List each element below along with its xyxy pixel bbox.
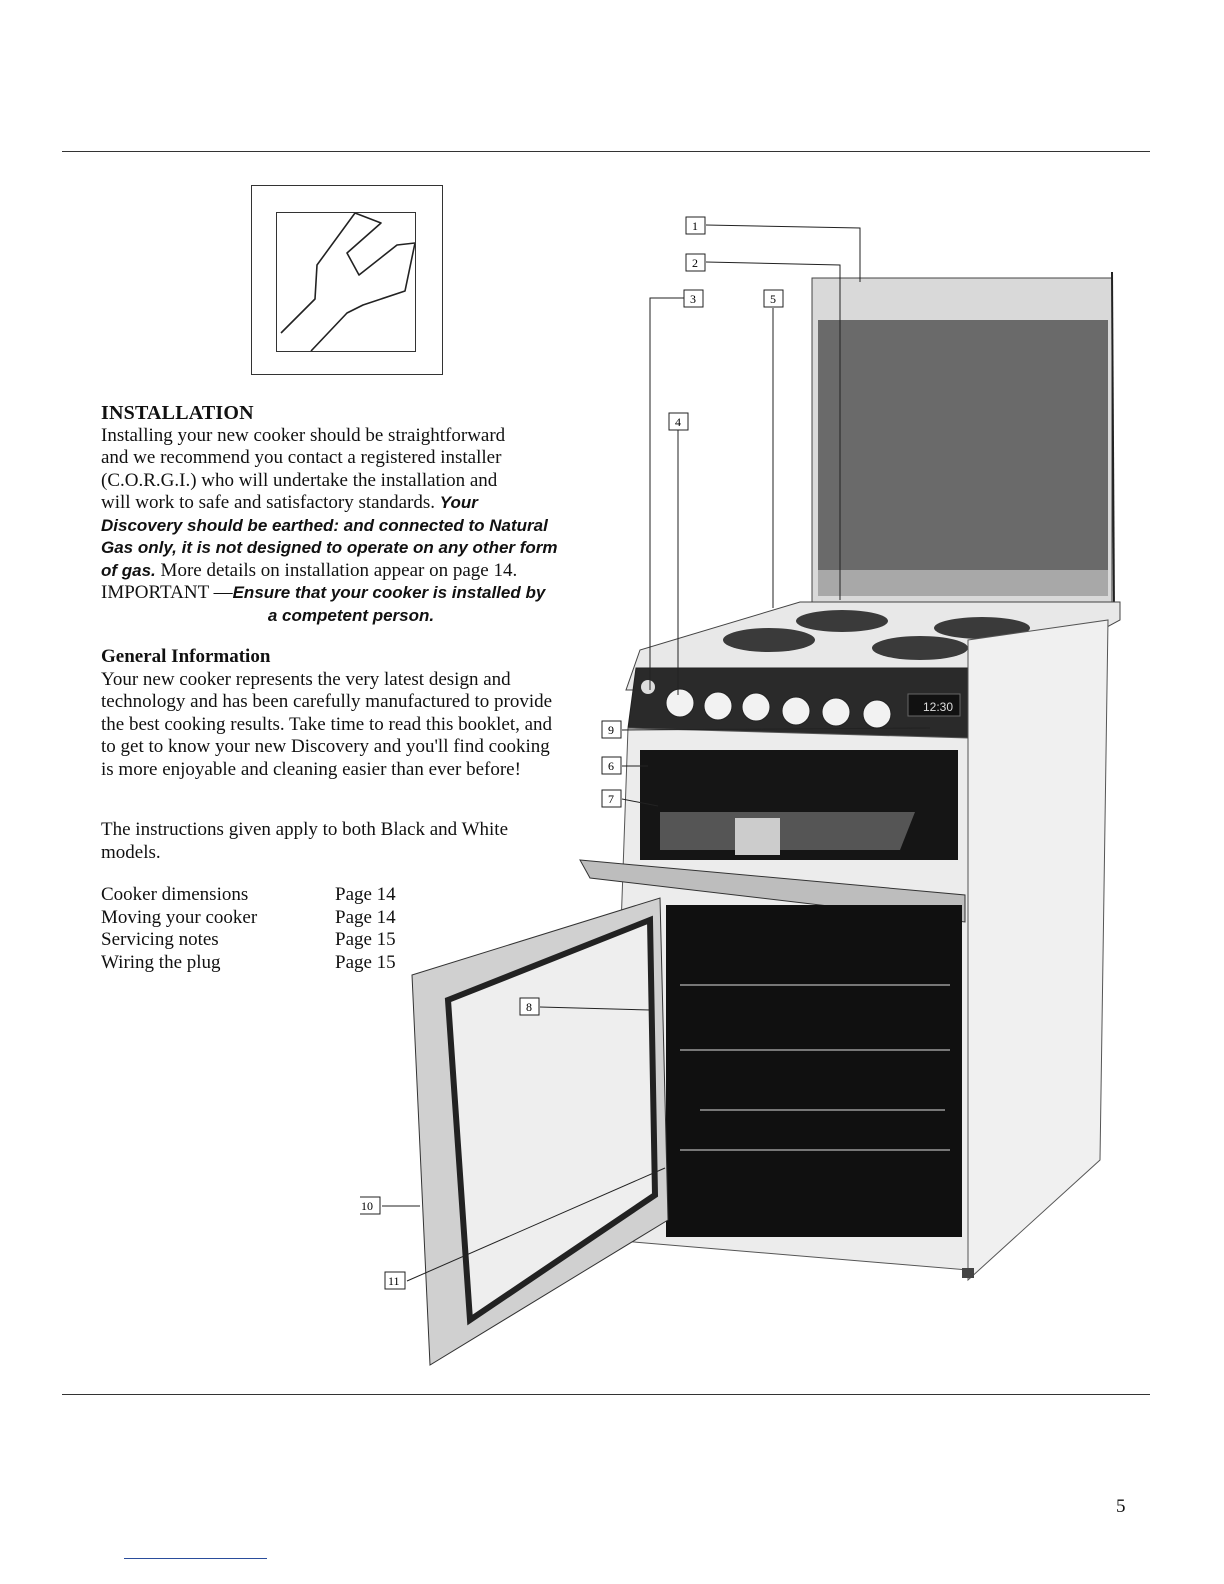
callout-7: [602, 790, 621, 807]
installation-italic-3: Gas only, it is not designed to operate on any other form: [101, 538, 558, 557]
models-line-2: models.: [101, 841, 161, 863]
important-text-1: Ensure that your cooker is installed by: [232, 583, 546, 602]
callout-8: [520, 998, 539, 1015]
callout-4: [669, 413, 688, 430]
installation-line-2: and we recommend you contact a registered installer: [101, 447, 502, 468]
callout-10: [360, 1197, 380, 1214]
general-line-2: technology and has been carefully manufactured to provide: [101, 691, 553, 712]
general-line-3: the best cooking results. Take time to read this booklet, and: [101, 713, 553, 735]
toc-page: Page 15: [335, 929, 396, 950]
callout-6: [602, 757, 621, 774]
toc-title: Cooker dimensions: [101, 884, 249, 905]
callout-3: [684, 290, 703, 307]
callout-5-label: 5: [770, 292, 776, 306]
clock-display: 12:30: [923, 700, 954, 714]
toc-page: Page 14: [335, 884, 396, 905]
general-line-5: is more enjoyable and cleaning easier than ever before!: [101, 758, 521, 780]
toc-page: Page 15: [335, 951, 396, 973]
page-number: 5: [1116, 1496, 1126, 1517]
callout-2-label: 2: [692, 256, 698, 270]
general-heading: General Information: [101, 646, 271, 667]
callout-9-label: 9: [608, 723, 614, 737]
callout-10-label: 10: [361, 1199, 373, 1213]
callout-5: [764, 290, 783, 307]
toc-title: Moving your cooker: [101, 906, 258, 928]
callout-9: [602, 721, 621, 738]
installation-italic-1: Your: [439, 493, 478, 512]
callout-7-label: 7: [608, 792, 614, 806]
general-line-4: to get to know your new Discovery and you'll find cooking: [101, 736, 550, 757]
oven-door: [412, 898, 668, 1365]
callout-4-label: 4: [675, 415, 681, 429]
top-rule: [62, 151, 1150, 152]
installation-heading: INSTALLATION: [101, 402, 254, 424]
installation-line-3: (C.O.R.G.I.) who will undertake the installation and: [101, 469, 498, 491]
callout-8-label: 8: [526, 1000, 532, 1014]
models-line-1: The instructions given apply to both Black and White: [101, 819, 509, 840]
callout-11-label: 11: [388, 1274, 400, 1288]
footer-line: [124, 1558, 267, 1559]
general-line-1: Your new cooker represents the very latest design and: [101, 668, 511, 690]
cooker-lid: [812, 272, 1114, 615]
installation-italic-4: of gas.: [101, 560, 156, 580]
callout-2: [686, 254, 705, 271]
more-details-text: More details on installation appear on page 14.: [160, 559, 518, 581]
control-panel: [628, 668, 968, 738]
installation-italic-2: Discovery should be earthed: and connected to Natural: [101, 515, 548, 535]
important-label: IMPORTANT —: [101, 582, 233, 603]
toc-title: Servicing notes: [101, 929, 219, 950]
callout-3-label: 3: [690, 292, 696, 306]
cooker-illustration: [360, 205, 1140, 1390]
important-text-2: a competent person.: [267, 605, 435, 625]
callout-11: [385, 1272, 405, 1289]
callout-1: [686, 217, 705, 234]
installation-line-1: Installing your new cooker should be straightforward: [101, 424, 506, 446]
bottom-rule: [62, 1394, 1150, 1395]
callout-1-label: 1: [692, 219, 698, 233]
callout-6-label: 6: [608, 759, 614, 773]
toc-page: Page 14: [335, 906, 396, 928]
installation-line-4-text: will work to safe and satisfactory standards.: [101, 492, 435, 513]
toc-title: Wiring the plug: [101, 951, 221, 973]
